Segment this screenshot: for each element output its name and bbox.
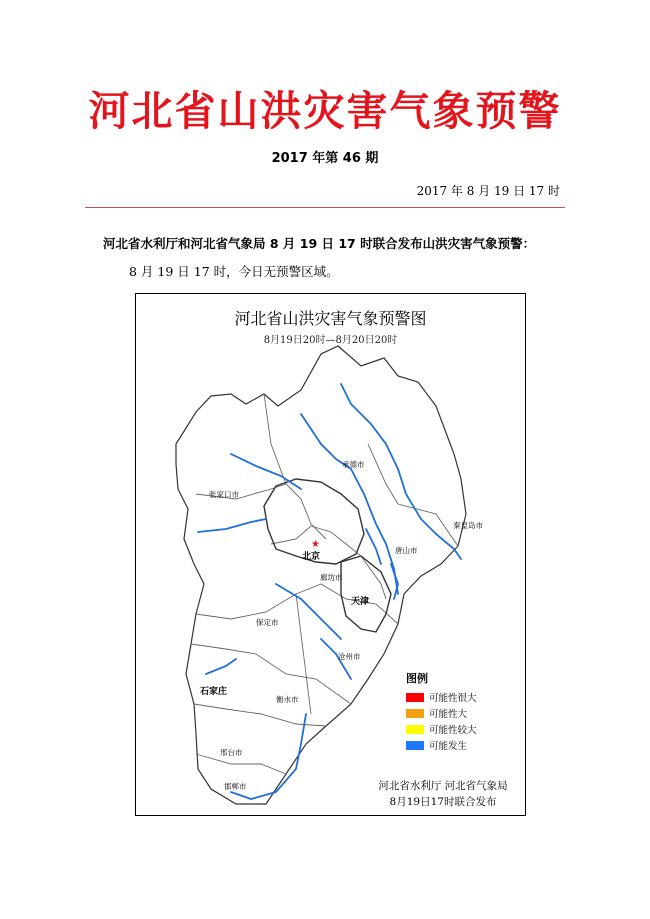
legend-label: 可能性大 — [429, 709, 468, 720]
map-subtitle: 8月19日20时—8月20日20时 — [263, 335, 398, 346]
map-title: 河北省山洪灾害气象预警图 — [234, 309, 427, 328]
map-issuer — [368, 778, 518, 810]
issuer-time: 8月19日17时联合发布 — [389, 796, 497, 808]
city-qinhuangdao: 秦皇岛市 — [453, 521, 483, 530]
warning-map — [135, 293, 526, 816]
legend-label: 可能性较大 — [429, 725, 477, 736]
beijing-star: ★ — [311, 539, 320, 550]
legend-swatch-yellow — [406, 725, 424, 734]
city-beijing: 北京 — [302, 552, 321, 562]
legend-swatch-blue — [406, 741, 424, 750]
city-hengshui: 衡水市 — [276, 695, 299, 704]
header-divider — [85, 207, 565, 208]
city-handan: 邯郸市 — [224, 782, 247, 791]
body-paragraph: 8 月 19 日 17 时，今日无预警区域。 — [129, 264, 339, 279]
issuer-agencies: 河北省水利厅 河北省气象局 — [378, 780, 508, 792]
legend-item — [406, 721, 477, 737]
city-xingtai: 邢台市 — [220, 748, 243, 757]
city-tangshan: 唐山市 — [395, 546, 418, 555]
document-title: 河北省山洪灾害气象预警 — [88, 87, 562, 135]
city-cangzhou: 沧州市 — [338, 652, 361, 661]
legend-swatch-red — [406, 693, 424, 702]
legend-label: 可能性很大 — [429, 693, 477, 704]
city-zhangjiakou: 张家口市 — [209, 490, 239, 499]
legend-title: 图例 — [406, 672, 428, 685]
map-legend — [406, 670, 477, 753]
city-baoding: 保定市 — [256, 618, 279, 627]
legend-item — [406, 689, 477, 705]
legend-item — [406, 705, 477, 721]
lead-paragraph: 河北省水利厅和河北省气象局 8 月 19 日 17 时联合发布山洪灾害气象预警： — [103, 236, 536, 251]
legend-label: 可能发生 — [429, 741, 468, 752]
city-shijiazhuang: 石家庄 — [200, 687, 228, 697]
issue-number: 2017 年第 46 期 — [271, 151, 379, 166]
city-langfang: 廊坊市 — [320, 573, 343, 582]
issue-date: 2017 年 8 月 19 日 17 时 — [416, 184, 560, 198]
city-chengde: 承德市 — [342, 460, 365, 469]
legend-item — [406, 737, 477, 753]
city-tianjin: 天津 — [351, 597, 370, 607]
legend-swatch-orange — [406, 709, 424, 718]
